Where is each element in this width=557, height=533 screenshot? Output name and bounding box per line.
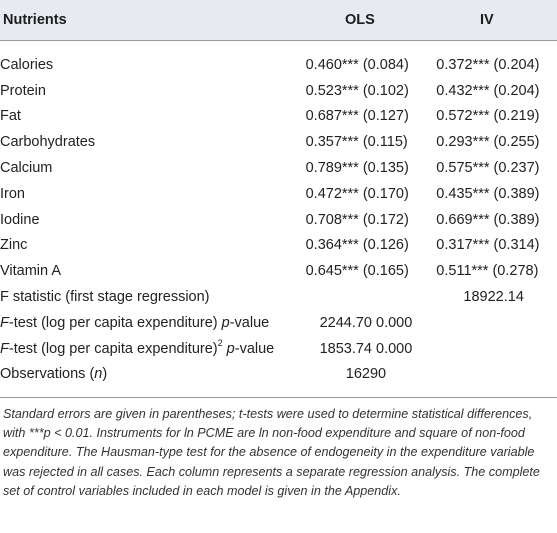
table-row xyxy=(0,104,557,130)
ftest1-ols-value: 2244.70 0.000 xyxy=(319,314,413,331)
table-row xyxy=(0,258,557,284)
ftest2-label: F-test (log per capita expenditure)$^2$ p-value xyxy=(0,337,275,357)
header-iv: IV xyxy=(480,12,494,28)
ols-value: 0.357*** (0.115) xyxy=(305,134,408,151)
row-label: Calcium xyxy=(0,160,53,177)
ftest-row-1 xyxy=(0,310,557,336)
results-table xyxy=(0,52,557,387)
iv-value xyxy=(430,336,557,362)
ols-value: 0.460*** (0.084) xyxy=(305,56,409,73)
table-row xyxy=(0,52,557,78)
observations-label: Observations (n) xyxy=(0,366,108,383)
ols-value: 0.364*** (0.126) xyxy=(305,237,409,254)
ftest2-ols-value: 1853.74 0.000 xyxy=(319,340,413,357)
fstat-row xyxy=(0,284,557,310)
row-label: Protein xyxy=(0,82,46,99)
footer-divider xyxy=(0,397,557,398)
ols-value: 0.645*** (0.165) xyxy=(305,263,409,280)
header-ols: OLS xyxy=(345,12,375,28)
observations-ols-value: 16290 xyxy=(345,366,387,383)
ols-value xyxy=(302,284,431,310)
ols-value: 0.523*** (0.102) xyxy=(305,82,409,99)
ols-value: 0.472*** (0.170) xyxy=(305,185,409,202)
table-header xyxy=(0,0,557,40)
iv-value xyxy=(430,310,557,336)
fstat-label: F statistic (first stage regression) xyxy=(0,289,210,306)
table-row xyxy=(0,78,557,104)
iv-value: 0.293*** (0.255) xyxy=(436,134,540,151)
row-label: Fat xyxy=(0,108,21,125)
iv-value: 0.435*** (0.389) xyxy=(436,185,540,202)
ols-value: 0.687*** (0.127) xyxy=(305,108,409,125)
table-row xyxy=(0,181,557,207)
ftest1-label: F-test (log per capita expenditure) p-value xyxy=(0,314,270,331)
table-row xyxy=(0,233,557,259)
header-divider xyxy=(0,40,557,41)
ols-value: 0.789*** (0.135) xyxy=(305,160,409,177)
table-row xyxy=(0,207,557,233)
iv-value: 0.432*** (0.204) xyxy=(436,82,540,99)
row-label: Zinc xyxy=(0,237,28,254)
header-nutrients: Nutrients xyxy=(3,12,67,28)
iv-value: 0.572*** (0.219) xyxy=(436,108,540,125)
iv-value: 0.317*** (0.314) xyxy=(436,237,540,254)
ols-value: 0.708*** (0.172) xyxy=(305,211,409,228)
table-row xyxy=(0,129,557,155)
row-label: Iodine xyxy=(0,211,40,228)
table-row xyxy=(0,155,557,181)
iv-value: 0.372*** (0.204) xyxy=(436,56,540,73)
row-label: Carbohydrates xyxy=(0,134,96,151)
iv-value: 0.669*** (0.389) xyxy=(436,211,540,228)
ftest-row-2 xyxy=(0,336,557,362)
observations-row xyxy=(0,362,557,388)
row-label: Vitamin A xyxy=(0,263,61,280)
row-label: Iron xyxy=(0,185,25,202)
iv-value: 0.511*** (0.278) xyxy=(436,263,539,280)
iv-value xyxy=(430,362,557,388)
fstat-iv-value: 18922.14 xyxy=(463,289,524,306)
iv-value: 0.575*** (0.237) xyxy=(436,160,540,177)
row-label: Calories xyxy=(0,56,54,73)
table-footnote: Standard errors are given in parentheses; t-tests were used to determine statistical differences, with ***p < 0.01. Instruments for ln PCME are ln non-food expenditure and square of non-food expenditure. The Hausman-type test for the absence of endogeneity in the expenditure variable was rejected in all cases. Each column represents a separate regression analysis. The complete set of control variables included in each model is given in the Appendix. xyxy=(3,407,540,498)
